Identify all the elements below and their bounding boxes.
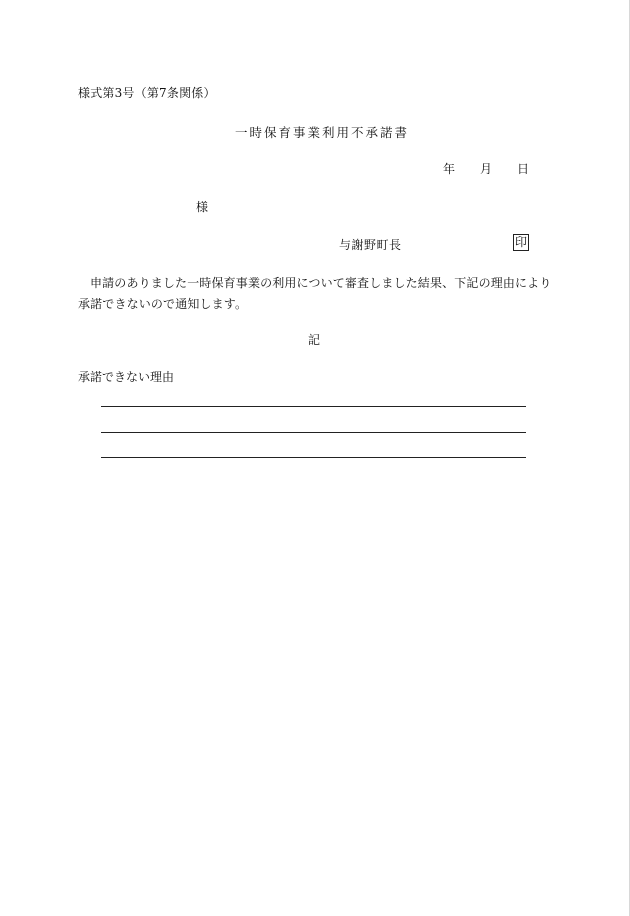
seal-mark: 印 — [515, 235, 528, 249]
addressee-suffix: 様 — [196, 200, 209, 214]
issuer-name: 与謝野町長 — [339, 238, 402, 252]
date-year-label: 年 — [443, 162, 456, 176]
document-title: 一時保育事業利用不承諾書 — [235, 125, 410, 140]
form-number: 様式第3号（第7条関係） — [78, 86, 216, 100]
date-month-label: 月 — [480, 162, 493, 176]
date-day-label: 日 — [517, 162, 530, 176]
reason-line — [101, 406, 526, 407]
reason-heading: 承諾できない理由 — [78, 370, 175, 384]
body-paragraph: 申請のありました一時保育事業の利用について審査しました結果、下記の理由により承諾できないので通知します。 — [78, 276, 552, 311]
reason-line — [101, 432, 526, 433]
reason-line — [101, 457, 526, 458]
ki-heading: 記 — [308, 333, 321, 347]
